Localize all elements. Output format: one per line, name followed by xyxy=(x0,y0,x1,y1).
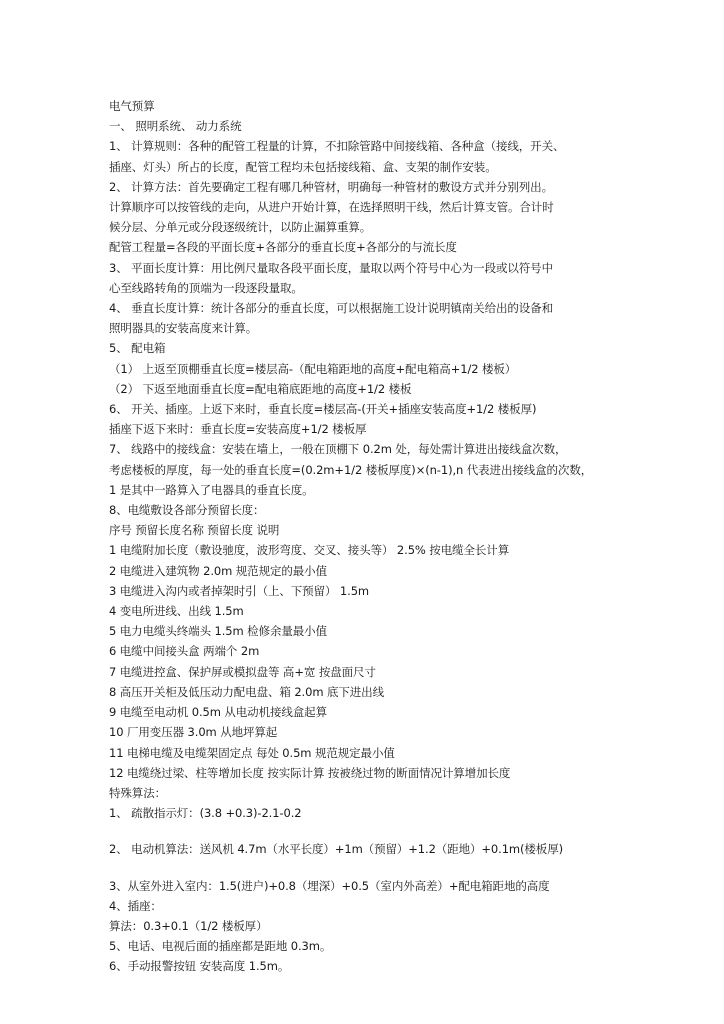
text-block-main xyxy=(109,116,629,823)
text-line: 4、插座： xyxy=(109,898,162,913)
document-body xyxy=(109,96,629,977)
text-line: 9 电缆至电动机 0.5m 从电动机接线盒起算 xyxy=(109,705,327,720)
text-line: 算法：0.3+0.1（1/2 楼板厚） xyxy=(109,918,268,933)
text-line: 5 电力电缆头终端头 1.5m 检修余量最小值 xyxy=(109,624,327,639)
text-line: 一、 照明系统、 动力系统 xyxy=(109,119,242,134)
text-line: 2 电缆进入建筑物 2.0m 规范规定的最小值 xyxy=(109,563,327,578)
text-line: 1、 计算规则：各种的配管工程量的计算，不扣除管路中间接线箱、各种盒（接线，开关、 xyxy=(109,139,565,154)
text-line: 6 电缆中间接头盒 两端个 2m xyxy=(109,644,260,659)
text-line: 考虑楼板的厚度，每一处的垂直长度=(0.2m+1/2 楼板厚度)×(n-1),n 代表进出接线盒的次数， xyxy=(109,462,593,477)
text-line: 序号 预留长度名称 预留长度 说明 xyxy=(109,523,280,538)
text-line: 插座下返下来时：垂直长度=安装高度+1/2 楼板厚 xyxy=(109,422,367,437)
text-line: 配管工程量=各段的平面长度+各部分的垂直长度+各部分的与流长度 xyxy=(109,240,457,255)
text-line: 照明器具的安装高度来计算。 xyxy=(109,321,258,336)
text-line: 8、电缆敷设各部分预留长度： xyxy=(109,503,265,518)
text-line: 1 电缆附加长度（敷设驰度，波形弯度、交叉、接头等） 2.5% 按电缆全长计算 xyxy=(109,543,510,558)
text-line: （2） 下返至地面垂直长度=配电箱底距地的高度+1/2 楼板 xyxy=(109,381,412,396)
text-line: 3、 平面长度计算：用比例尺量取各段平面长度，量取以两个符号中心为一段或以符号中 xyxy=(109,260,553,275)
text-line: 6、手动报警按钮 安装高度 1.5m。 xyxy=(109,959,290,974)
text-line: （1） 上返至顶棚垂直长度=楼层高-（配电箱距地的高度+配电箱高+1/2 楼板） xyxy=(109,361,517,376)
text-line: 2、 电动机算法：送风机 4.7m（水平长度）+1m（预留）+1.2（距地）+0.1m(楼板厚) xyxy=(109,842,563,857)
text-line: 插座、灯头）所占的长度，配管工程均未包括接线箱、盒、支架的制作安装。 xyxy=(109,159,497,174)
text-line: 1、 疏散指示灯：(3.8 +0.3)-2.1-0.2 xyxy=(109,806,302,821)
document-title: 电气预算 xyxy=(109,99,155,113)
paragraph-gap xyxy=(109,823,629,839)
text-line: 8 高压开关柜及低压动力配电盘、箱 2.0m 底下进出线 xyxy=(109,684,384,699)
text-line: 2、 计算方法：首先要确定工程有哪几种管材，明确每一种管材的敷设方式并分别列出。 xyxy=(109,179,553,194)
text-line: 特殊算法： xyxy=(109,785,166,800)
text-line: 12 电缆绕过梁、柱等增加长度 按实际计算 按被绕过物的断面情况计算增加长度 xyxy=(109,765,511,780)
text-line: 10 厂用变压器 3.0m 从地坪算起 xyxy=(109,725,278,740)
text-line: 6、 开关、插座。上返下来时，垂直长度=楼层高-(开关+插座安装高度+1/2 楼板厚) xyxy=(109,402,537,417)
text-line: 7、 线路中的接线盒：安装在墙上，一般在顶棚下 0.2m 处，每处需计算进出接线盒次数， xyxy=(109,442,567,457)
text-line: 3 电缆进入沟内或者掉架时引（上、下预留） 1.5m xyxy=(109,583,370,598)
text-block-motor xyxy=(109,839,629,859)
text-line: 候分层、分单元或分段逐级统计，以防止漏算重算。 xyxy=(109,220,372,235)
text-line: 4、 垂直长度计算：统计各部分的垂直长度，可以根据施工设计说明镇南关给出的设备和 xyxy=(109,301,553,316)
text-line: 5、电话、电视后面的插座都是距地 0.3m。 xyxy=(109,939,332,954)
text-line: 心至线路转角的顶端为一段逐段量取。 xyxy=(109,280,303,295)
text-line: 计算顺序可以按管线的走向，从进户开始计算，在选择照明干线，然后计算支管。合计时 xyxy=(109,200,554,215)
text-line: 3、从室外进入室内：1.5(进户)+0.8（埋深）+0.5（室内外高差）+配电箱距地的高度 xyxy=(109,878,550,893)
paragraph-gap xyxy=(109,860,629,876)
text-line: 5、 配电箱 xyxy=(109,341,166,356)
text-line: 4 变电所进线、出线 1.5m xyxy=(109,604,244,619)
text-line: 11 电梯电缆及电缆架固定点 每处 0.5m 规范规定最小值 xyxy=(109,745,395,760)
text-block-extra xyxy=(109,876,629,977)
text-line: 7 电缆进控盒、保护屏或模拟盘等 高+宽 按盘面尺寸 xyxy=(109,664,376,679)
text-line: 1 是其中一路算入了电器具的垂直长度。 xyxy=(109,482,314,497)
